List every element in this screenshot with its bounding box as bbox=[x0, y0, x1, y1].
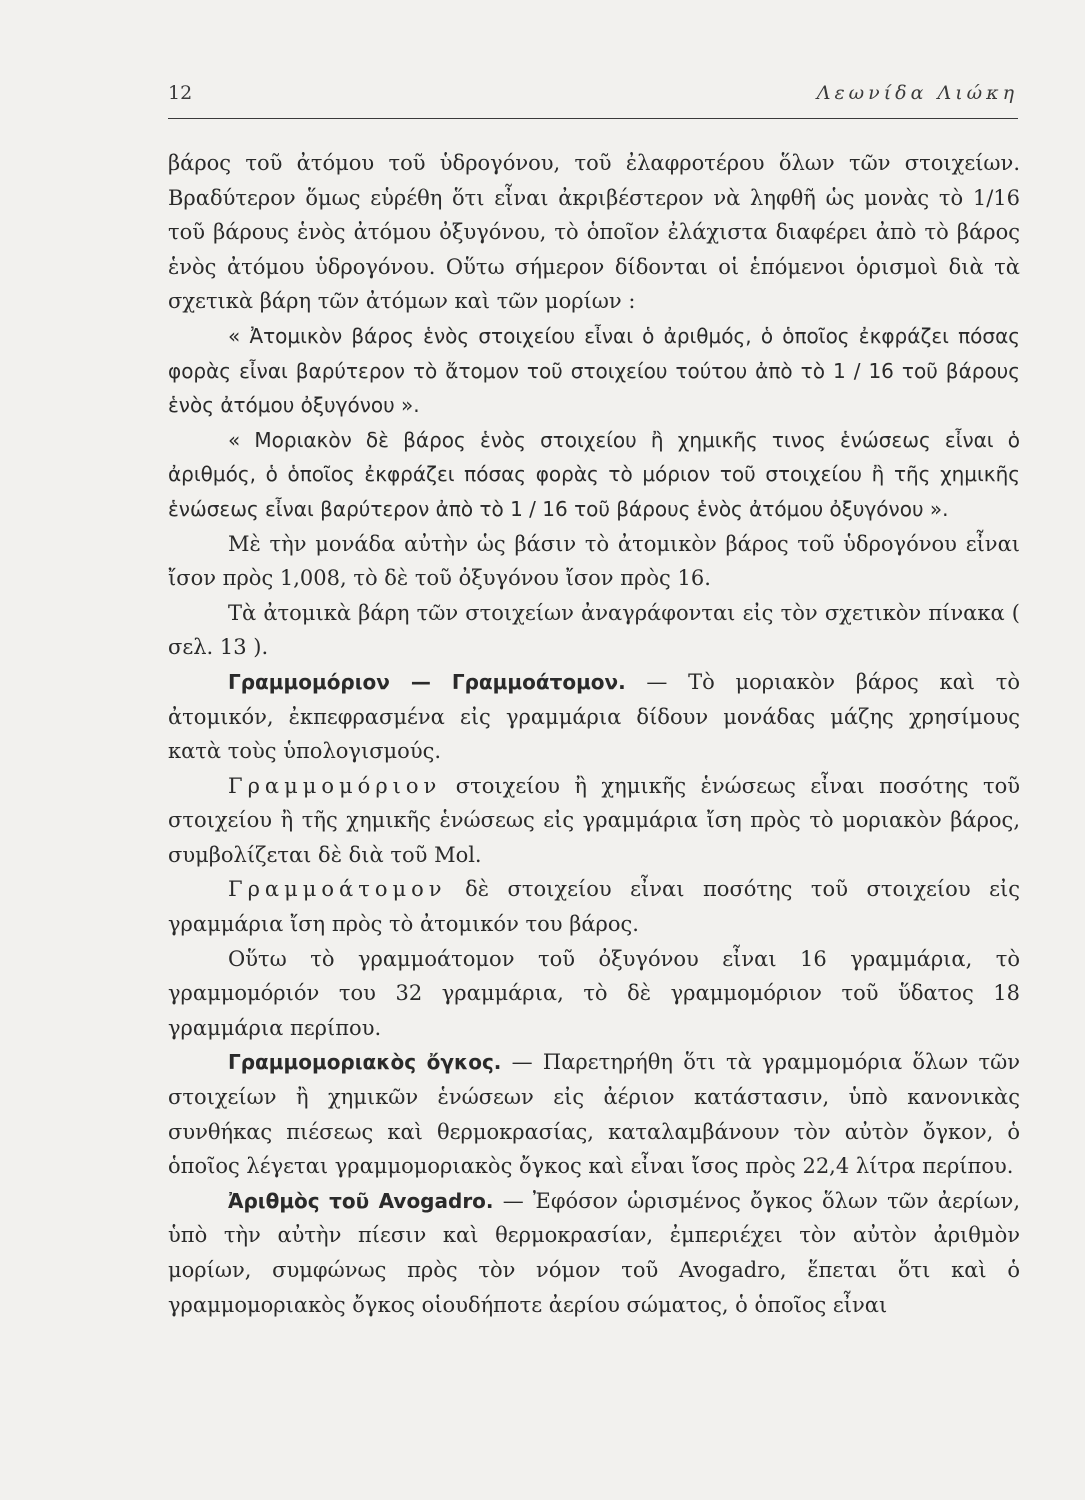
definition-gram-molecule bbox=[168, 769, 1020, 873]
section-molar-volume bbox=[168, 1045, 1020, 1183]
paragraph: Μὲ τὴν μονάδα αὐτὴν ὡς βάσιν τὸ ἀτομικὸν βάρος τοῦ ὑδρογόνου εἶναι ἴσον πρὸς 1,008, τὸ δὲ τοῦ ὀξυγόνου ἴσον πρὸς 16. bbox=[168, 531, 1020, 591]
defined-term: Γραμμομόριον bbox=[228, 773, 442, 798]
quote-molecular-weight: « Μοριακὸν δὲ βάρος ἑνὸς στοιχείου ἢ χημικῆς τινος ἑνώσεως εἶναι ὁ ἀριθμός, ὁ ὁποῖος ἐκφράζει πόσας φορὰς τὸ μόριον τοῦ στοιχείου ἢ τῆς χημικῆς ἑνώσεως εἶναι βαρύτερον ἀπὸ τὸ 1 / 16 τοῦ βάρους ἑνὸς ἀτόμου ὀξυγόνου ». bbox=[168, 427, 1020, 521]
section-heading: Γραμμομοριακὸς ὄγκος. bbox=[228, 1050, 502, 1075]
running-head: Λεωνίδα Λιώκη bbox=[816, 82, 1018, 104]
paragraph: βάρος τοῦ ἀτόμου τοῦ ὑδρογόνου, τοῦ ἐλαφροτέρου ὅλων τῶν στοιχείων. Βραδύτερον ὅμως εὑρέθη ὅτι εἶναι ἀκριβέστερον νὰ ληφθῆ ὡς μονὰς τὸ 1/16 τοῦ βάρους ἑνὸς ἀτόμου ὀξυγόνου, τὸ ὁποῖον ἐλάχιστα διαφέρει ἀπὸ τὸ βάρος ἑνὸς ἀτόμου ὑδρογόνου. Οὕτω σήμερον δίδονται οἱ ἑπόμενοι ὁρισμοὶ διὰ τὰ σχετικὰ βάρη τῶν ἀτόμων καὶ τῶν μορίων : bbox=[168, 151, 1020, 314]
section-heading: Ἀριθμὸς τοῦ Avogadro. bbox=[228, 1188, 494, 1213]
section-text: — Ἐφόσον ὡρισμένος ὄγκος ὅλων τῶν ἀερίων, ὑπὸ τὴν αὐτὴν πίεσιν καὶ θερμοκρασίαν, ἐμπεριέχει τὸν αὐτὸν ἀριθμὸν μορίων, συμφώνως πρὸς τὸν νόμον τοῦ Avogadro, ἕπεται ὅτι καὶ ὁ γραμμομοριακὸς ὄγκος οἱουδήποτε ἀερίου σώματος, ὁ ὁποῖος εἶναι bbox=[168, 1188, 1020, 1317]
section-avogadro-number bbox=[168, 1184, 1020, 1322]
section-heading: Γραμμομόριον — Γραμμοάτομον. bbox=[228, 669, 626, 694]
definition-text: στοιχείου ἢ χημικῆς ἑνώσεως εἶναι ποσότης τοῦ στοιχείου ἢ τῆς χημικῆς ἑνώσεως εἰς γραμμάρια ἴση πρὸς τὸ μοριακὸν βάρος, συμβολίζεται δὲ διὰ τοῦ Mol. bbox=[168, 773, 1020, 867]
definition-text: δὲ στοιχείου εἶναι ποσότης τοῦ στοιχείου εἰς γραμμάρια ἴση πρὸς τὸ ἀτομικόν του βάρος. bbox=[168, 877, 1020, 937]
page-header bbox=[168, 82, 1018, 119]
quote-atomic-weight: « Ἀτομικὸν βάρος ἑνὸς στοιχείου εἶναι ὁ ἀριθμός, ὁ ὁποῖος ἐκφράζει πόσας φορὰς εἶναι βαρύτερον τὸ ἄτομον τοῦ στοιχείου τούτου ἀπὸ τὸ 1 / 16 τοῦ βάρους ἑνὸς ἀτόμου ὀξυγόνου ». bbox=[168, 323, 1020, 418]
section-text: — Παρετηρήθη ὅτι τὰ γραμμομόρια ὅλων τῶν στοιχείων ἢ χημικῶν ἑνώσεων εἰς ἀέριον κατάστασιν, ὑπὸ κανονικὰς συνθήκας πιέσεως καὶ θερμοκρασίας, καταλαμβάνουν τὸν αὐτὸν ὄγκον, ὁ ὁποῖος λέγεται γραμμομοριακὸς ὄγκος καὶ εἶναι ἴσος πρὸς 22,4 λίτρα περίπου. bbox=[168, 1050, 1020, 1179]
body-text bbox=[168, 146, 1020, 1322]
paragraph: Οὕτω τὸ γραμμοάτομον τοῦ ὀξυγόνου εἶναι 16 γραμμάρια, τὸ γραμμομόριόν του 32 γραμμάρια, τὸ δὲ γραμμομόριον τοῦ ὕδατος 18 γραμμάρια περίπου. bbox=[168, 946, 1020, 1040]
section-text: — Τὸ μοριακὸν βάρος καὶ τὸ ἀτομικόν, ἐκπεφρασμένα εἰς γραμμάρια δίδουν μονάδας μάζης χρησίμους κατὰ τοὺς ὑπολογισμούς. bbox=[168, 669, 1020, 764]
defined-term: Γραμμοάτομον bbox=[228, 877, 447, 902]
page-number: 12 bbox=[168, 82, 193, 104]
definition-gram-atom bbox=[168, 872, 1020, 941]
section-gram-molecule bbox=[168, 665, 1020, 769]
paragraph: Τὰ ἀτομικὰ βάρη τῶν στοιχείων ἀναγράφονται εἰς τὸν σχετικὸν πίνακα ( σελ. 13 ). bbox=[168, 600, 1020, 660]
